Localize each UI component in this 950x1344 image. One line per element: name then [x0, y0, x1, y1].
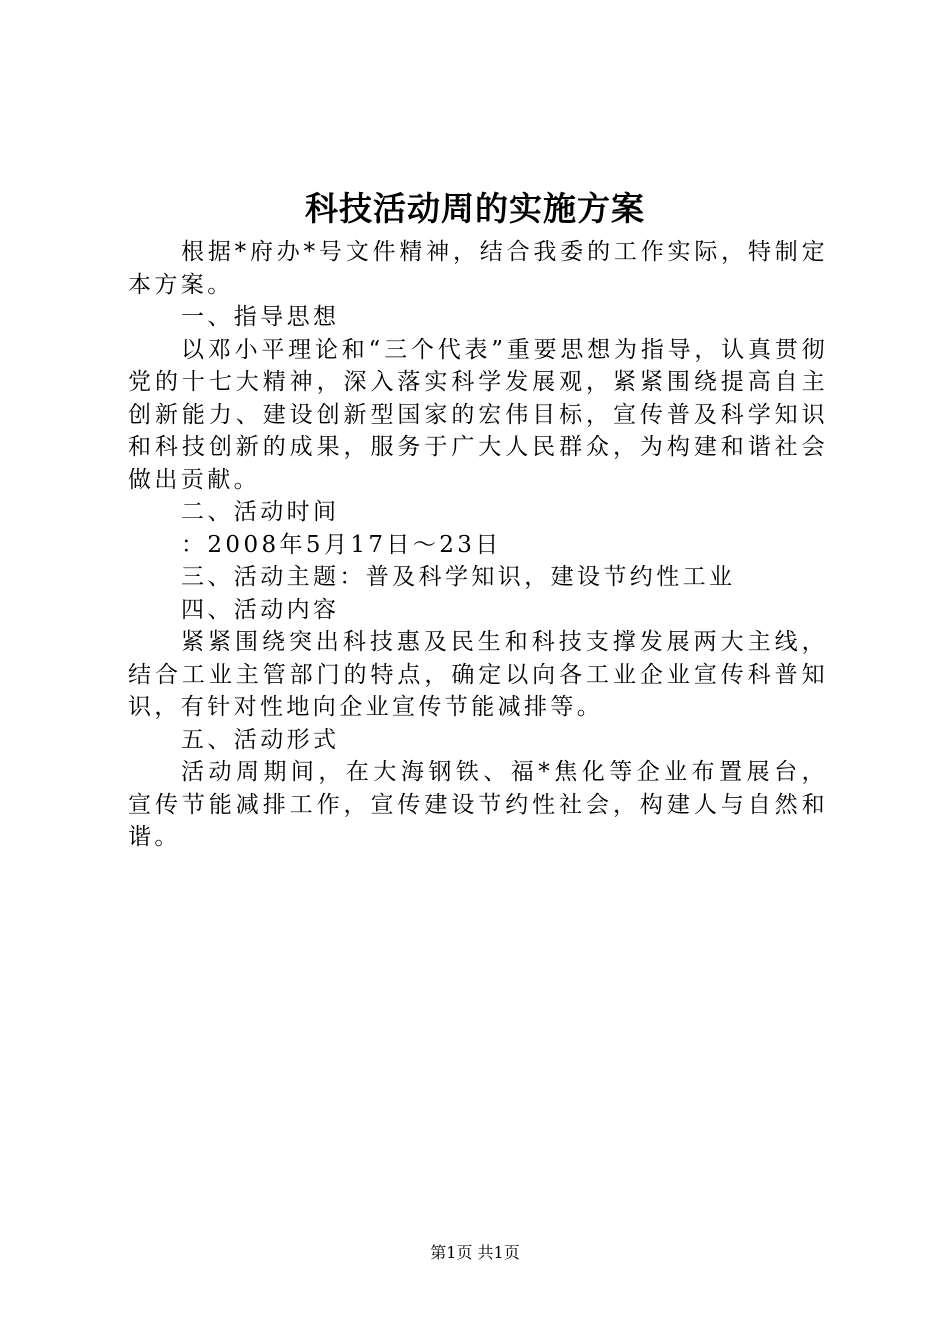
document-body [128, 236, 828, 854]
page-footer: 第1页 共1页 [430, 1243, 520, 1262]
activity-form-paragraph: 活动周期间，在大海钢铁、福*焦化等企业布置展台，宣传节能减排工作，宣传建设节约性社会，构建人与自然和谐。 [128, 759, 828, 850]
activity-content-paragraph: 紧紧围绕突出科技惠及民生和科技支撑发展两大主线，结合工业主管部门的特点，确定以向各工业企业宣传科普知识，有针对性地向企业宣传节能减排等。 [128, 629, 828, 720]
section-heading-activity-time: 二、活动时间 [181, 499, 340, 525]
document-title: 科技活动周的实施方案 [305, 189, 645, 228]
section-heading-guiding-thought: 一、指导思想 [181, 304, 340, 330]
section-heading-activity-theme: 三、活动主题：普及科学知识，建设节约性工业 [181, 564, 736, 590]
guiding-thought-paragraph: 以邓小平理论和“三个代表”重要思想为指导，认真贯彻党的十七大精神，深入落实科学发展观，紧紧围绕提高自主创新能力、建设创新型国家的宏伟目标，宣传普及科学知识和科技创新的成果，服务于广大人民群众，为构建和谐社会做出贡献。 [128, 336, 828, 493]
intro-paragraph: 根据*府办*号文件精神，结合我委的工作实际，特制定本方案。 [128, 239, 828, 298]
section-heading-activity-content: 四、活动内容 [181, 596, 340, 623]
section-heading-activity-form: 五、活动形式 [181, 726, 340, 753]
activity-time-paragraph: ：2008年5月17日～23日 [181, 531, 502, 558]
